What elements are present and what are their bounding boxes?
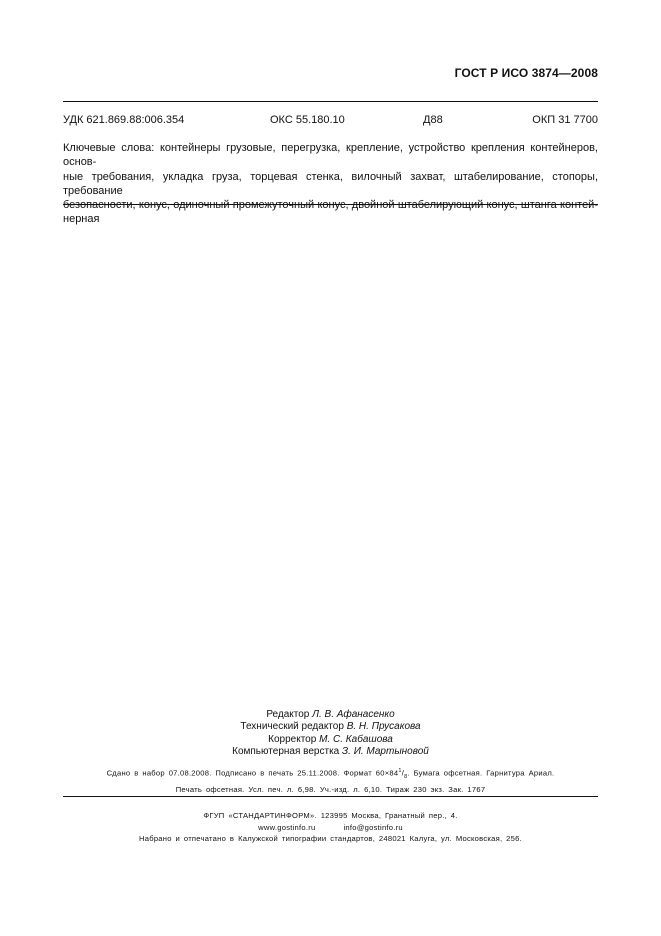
imprint-paper-text: . Бумага офсетная. Гарнитура Ариал. <box>407 768 555 778</box>
credit-role: Технический редактор <box>240 721 344 733</box>
okp-code: ОКП 31 7700 <box>532 114 598 126</box>
oks-code: ОКС 55.180.10 <box>270 114 345 126</box>
credit-name: М. С. Кабашова <box>319 733 393 745</box>
credits-block <box>63 709 598 758</box>
credit-name: Л. В. Афанасенко <box>312 709 395 720</box>
credit-editor <box>63 709 598 721</box>
keywords-line: ные требования, укладка груза, торцевая стенка, вилочный захват, штабелирование, стопоры, требование <box>63 170 598 197</box>
keywords-line: нерная <box>63 213 100 226</box>
format-fraction-denominator: 8 <box>404 774 408 781</box>
credit-role: Компьютерная верстка <box>232 745 340 757</box>
udk-code: УДК 621.869.88:006.354 <box>63 114 185 126</box>
publisher-email-link[interactable]: info@gostinfo.ru <box>343 822 403 832</box>
divider-keywords <box>63 204 598 205</box>
keywords-line: Ключевые слова: контейнеры грузовые, перегрузка, крепление, устройство крепления контейнеров, основ- <box>63 142 598 169</box>
imprint-format-text: Сдано в набор 07.08.2008. Подписано в печать 25.11.2008. Формат 60×84 <box>106 768 399 778</box>
credit-tech-editor <box>63 721 598 733</box>
publisher-address: ФГУП «СТАНДАРТИНФОРМ». 123995 Москва, Гранатный пер., 4. <box>203 811 458 820</box>
imprint-line-2: Печать офсетная. Усл. печ. л. 6,98. Уч.-изд. л. 6,10. Тираж 230 экз. Зак. 1767 <box>175 784 486 794</box>
credit-role: Корректор <box>268 733 317 745</box>
group-code: Д88 <box>423 114 443 126</box>
credit-name: В. Н. Прусакова <box>346 721 421 733</box>
format-fraction-numerator: 1 <box>398 768 402 774</box>
printer-info: Набрано и отпечатано в Калужской типографии стандартов, 248021 Калуга, ул. Московская, 256. <box>139 834 522 844</box>
keywords-line: безопасности, конус, одиночный промежуточный конус, двойной штабелирующий конус, штанга контей- <box>63 199 598 212</box>
credit-role: Редактор <box>266 709 310 720</box>
publisher-website-link[interactable]: www.gostinfo.ru <box>258 822 316 832</box>
publisher-block <box>63 810 598 845</box>
divider-top <box>63 101 598 102</box>
divider-bottom <box>63 796 598 797</box>
keywords-paragraph <box>63 141 598 227</box>
imprint-line-1: Сдано в набор 07.08.2008. Подписано в печать 25.11.2008. Формат $60\times 84^1/_8$. Бумага офсетная. Гарнитура Ариал. <box>106 768 555 781</box>
credit-proofreader <box>63 734 598 746</box>
credit-name: З. И. Мартыновой <box>342 745 429 757</box>
credit-layout <box>63 746 598 758</box>
imprint-block <box>63 766 598 795</box>
standard-code: ГОСТ Р ИСО 3874—2008 <box>454 66 598 80</box>
publisher-contacts <box>63 822 598 834</box>
